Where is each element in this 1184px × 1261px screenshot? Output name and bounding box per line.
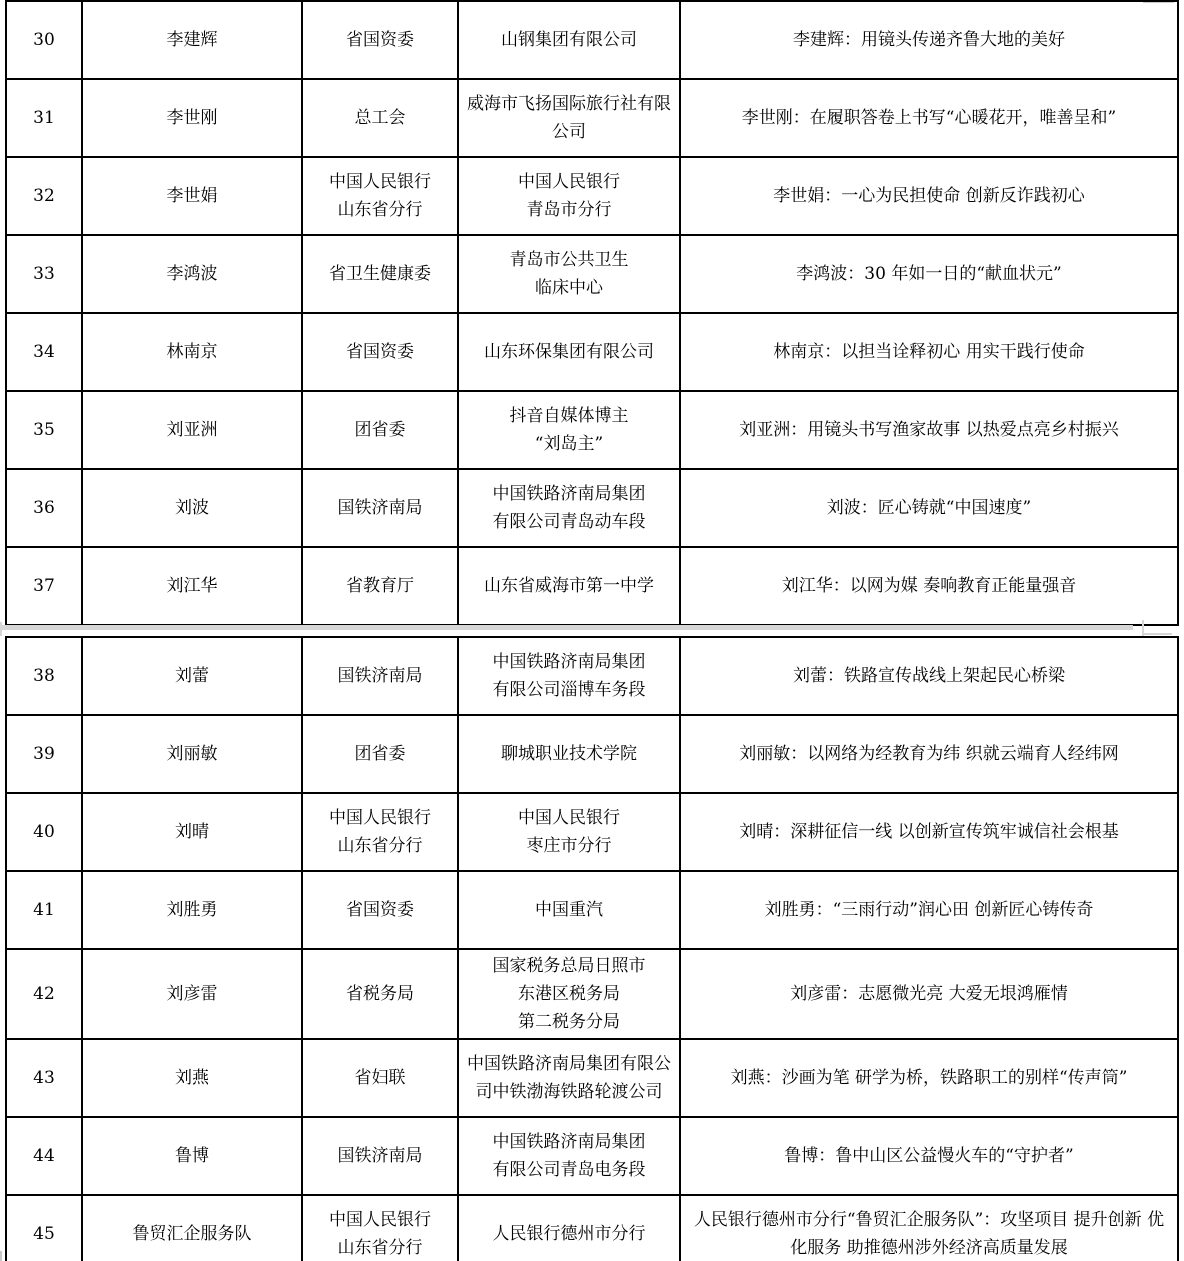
table-row [6,1195,1178,1261]
name-cell: 林南京 [82,313,302,391]
name-cell: 李世刚 [82,79,302,157]
unit-cell: 中国重汽 [458,871,680,949]
page-break-band [0,625,1133,630]
organization-cell: 省国资委 [302,871,458,949]
table-row [6,79,1178,157]
name-cell: 李世娟 [82,157,302,235]
description-cell: 刘燕：沙画为笔 研学为桥，铁路职工的别样“传声筒” [680,1039,1178,1117]
description-cell: 刘亚洲：用镜头书写渔家故事 以热爱点亮乡村振兴 [680,391,1178,469]
unit-cell: 山钢集团有限公司 [458,1,680,79]
row-number-cell: 43 [6,1039,82,1117]
row-number-cell: 42 [6,949,82,1039]
bottom-left-gray-artifact [0,1251,2,1261]
unit-cell: 中国人民银行 青岛市分行 [458,157,680,235]
table-row [6,1117,1178,1195]
description-cell: 刘胜勇：“三雨行动”润心田 创新匠心铸传奇 [680,871,1178,949]
organization-cell: 省税务局 [302,949,458,1039]
table-row [6,547,1178,625]
row-number-cell: 37 [6,547,82,625]
row-number-cell: 35 [6,391,82,469]
name-cell: 刘晴 [82,793,302,871]
row-number-cell: 38 [6,637,82,715]
table-row [6,313,1178,391]
row-number-cell: 41 [6,871,82,949]
unit-cell: 青岛市公共卫生 临床中心 [458,235,680,313]
table-row [6,1039,1178,1117]
unit-cell: 中国铁路济南局集团有限公 司中铁渤海铁路轮渡公司 [458,1039,680,1117]
name-cell: 刘丽敏 [82,715,302,793]
description-cell: 人民银行德州市分行“鲁贸汇企服务队”：攻坚项目 提升创新 优 化服务 助推德州涉外经济高质量发展 [680,1195,1178,1261]
row-number-cell: 45 [6,1195,82,1261]
table-row [6,793,1178,871]
organization-cell: 团省委 [302,715,458,793]
name-cell: 刘胜勇 [82,871,302,949]
organization-cell: 总工会 [302,79,458,157]
description-cell: 李世刚：在履职答卷上书写“心暖花开，唯善呈和” [680,79,1178,157]
unit-cell: 中国铁路济南局集团 有限公司青岛动车段 [458,469,680,547]
table-row [6,871,1178,949]
name-cell: 刘江华 [82,547,302,625]
row-number-cell: 36 [6,469,82,547]
table-row [6,469,1178,547]
organization-cell: 团省委 [302,391,458,469]
unit-cell: 国家税务总局日照市 东港区税务局 第二税务分局 [458,949,680,1039]
organization-cell: 省妇联 [302,1039,458,1117]
description-cell: 刘波：匠心铸就“中国速度” [680,469,1178,547]
name-cell: 李鸿波 [82,235,302,313]
table-row [6,949,1178,1039]
row-number-cell: 34 [6,313,82,391]
name-cell: 李建辉 [82,1,302,79]
award-table-page-2 [5,636,1179,1261]
unit-cell: 中国人民银行 枣庄市分行 [458,793,680,871]
name-cell: 鲁贸汇企服务队 [82,1195,302,1261]
row-number-cell: 30 [6,1,82,79]
row-number-cell: 39 [6,715,82,793]
name-cell: 刘亚洲 [82,391,302,469]
description-cell: 刘蕾：铁路宣传战线上架起民心桥梁 [680,637,1178,715]
unit-cell: 威海市飞扬国际旅行社有限 公司 [458,79,680,157]
organization-cell: 中国人民银行 山东省分行 [302,157,458,235]
organization-cell: 国铁济南局 [302,637,458,715]
description-cell: 李建辉：用镜头传递齐鲁大地的美好 [680,1,1178,79]
row-number-cell: 44 [6,1117,82,1195]
description-cell: 李世娟：一心为民担使命 创新反诈践初心 [680,157,1178,235]
row-number-cell: 40 [6,793,82,871]
unit-cell: 中国铁路济南局集团 有限公司淄博车务段 [458,637,680,715]
organization-cell: 省国资委 [302,1,458,79]
unit-cell: 人民银行德州市分行 [458,1195,680,1261]
name-cell: 刘彦雷 [82,949,302,1039]
unit-cell: 山东省威海市第一中学 [458,547,680,625]
description-cell: 刘彦雷：志愿微光亮 大爱无垠鸿雁情 [680,949,1178,1039]
page-break-tick-right-horizontal [1143,633,1172,635]
organization-cell: 中国人民银行 山东省分行 [302,793,458,871]
row-number-cell: 32 [6,157,82,235]
table-row [6,1,1178,79]
description-cell: 鲁博：鲁中山区公益慢火车的“守护者” [680,1117,1178,1195]
table-row [6,391,1178,469]
name-cell: 刘蕾 [82,637,302,715]
unit-cell: 中国铁路济南局集团 有限公司青岛电务段 [458,1117,680,1195]
name-cell: 刘燕 [82,1039,302,1117]
table-row [6,235,1178,313]
organization-cell: 省国资委 [302,313,458,391]
description-cell: 李鸿波：30 年如一日的“献血状元” [680,235,1178,313]
row-number-cell: 33 [6,235,82,313]
unit-cell: 抖音自媒体博主 “刘岛主” [458,391,680,469]
description-cell: 林南京：以担当诠释初心 用实干践行使命 [680,313,1178,391]
organization-cell: 省卫生健康委 [302,235,458,313]
table-row [6,637,1178,715]
name-cell: 刘波 [82,469,302,547]
description-cell: 刘丽敏：以网络为经教育为纬 织就云端育人经纬网 [680,715,1178,793]
row-number-cell: 31 [6,79,82,157]
table-row [6,715,1178,793]
organization-cell: 中国人民银行 山东省分行 [302,1195,458,1261]
unit-cell: 山东环保集团有限公司 [458,313,680,391]
description-cell: 刘晴：深耕征信一线 以创新宣传筑牢诚信社会根基 [680,793,1178,871]
table-row [6,157,1178,235]
name-cell: 鲁博 [82,1117,302,1195]
page-break-tick-left [0,622,2,636]
organization-cell: 国铁济南局 [302,469,458,547]
description-cell: 刘江华：以网为媒 奏响教育正能量强音 [680,547,1178,625]
award-table-page-1 [5,0,1179,626]
organization-cell: 国铁济南局 [302,1117,458,1195]
organization-cell: 省教育厅 [302,547,458,625]
unit-cell: 聊城职业技术学院 [458,715,680,793]
